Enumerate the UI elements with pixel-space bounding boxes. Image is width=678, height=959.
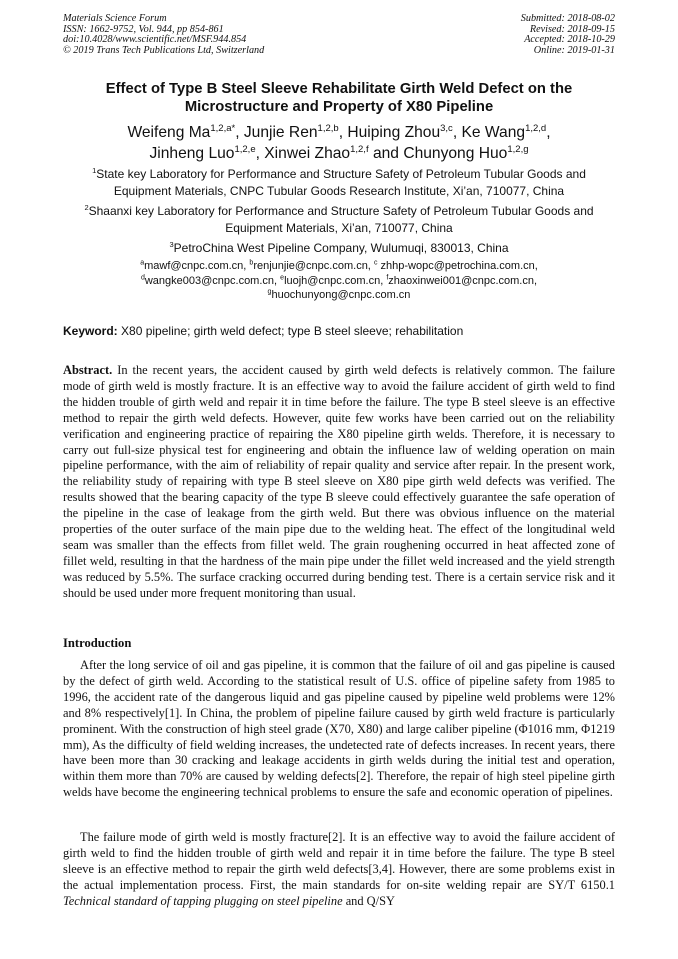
affiliation-text: Equipment Materials, CNPC Tubular Goods Research Institute, Xi’an, 710077, China [113, 183, 565, 198]
email-address: huochunyong@cnpc.com.cn [271, 289, 411, 301]
title-line-2: Microstructure and Property of X80 Pipeline [184, 99, 494, 115]
email-mark: f [386, 273, 389, 281]
author-affiliation-mark: 1,2,e [234, 143, 256, 155]
affiliation-text: State key Laboratory for Performance and Structure Safety of Petroleum Tubular Goods and [96, 167, 586, 181]
email-address: zhhp-wopc@petrochina.com.cn, [380, 260, 538, 272]
author-name: Junjie Ren [243, 124, 318, 141]
online-date: Online: 2019-01-31 [533, 44, 615, 56]
introduction-heading: Introduction [63, 636, 132, 650]
author-line-1: Weifeng $Ma^{1,2,a*}$, Junjie Ren$^{1,2,b}$, Huiping Zhou$^{3,c}$, Ke Wang$^{1,2,d}$, [127, 122, 551, 141]
email-mark: e [280, 273, 285, 281]
paper-title [40, 80, 638, 116]
author-affiliation-mark: 1,2,a* [210, 122, 236, 134]
title-line-1: Effect of Type B Steel Sleeve Rehabilitate Girth Weld Defect on the [105, 81, 573, 97]
affiliation-line [50, 166, 628, 183]
publication-dates [365, 14, 615, 56]
introduction-paragraph-2 [63, 830, 615, 910]
author-name: Jinheng Luo [149, 145, 235, 162]
email-mark: a [140, 259, 145, 267]
affiliation-3 [50, 240, 628, 257]
standard-title: Technical standard of tapping plugging on steel pipeline [63, 893, 343, 908]
affiliation-mark: 1 [92, 166, 97, 175]
author-name: Xinwei Zhao [264, 145, 351, 162]
email-address: luojh@cnpc.com.cn, [284, 274, 384, 287]
journal-header [63, 14, 615, 56]
author-conjunction: and [372, 145, 399, 162]
author-line-2: Jinheng Luo$^{1,2,e}$, Xinwei Zhao$^{1,2,f}$ and Chunyong Huo$^{1,2,g}$ [149, 143, 529, 162]
email-line-3 [60, 288, 618, 303]
email-mark: g [267, 288, 272, 296]
email-line-1 [60, 259, 618, 274]
copyright-line: © 2019 Trans Tech Publications Ltd, Switzerland [63, 44, 265, 56]
email-address: mawf@cnpc.com.cn, [144, 260, 247, 272]
email-address: wangke003@cnpc.com.cn, [144, 274, 278, 287]
journal-name: Materials Science Forum [63, 13, 167, 24]
affiliation-text: Equipment Materials, Xi’an, 710077, China [225, 220, 453, 235]
affiliation-line [50, 240, 628, 257]
author-name: Weifeng Ma [127, 124, 211, 141]
affiliation-mark: 2 [84, 203, 89, 212]
email-mark: c [373, 259, 378, 267]
email-address: renjunjie@cnpc.com.cn, [253, 260, 371, 272]
publication-info [63, 14, 363, 56]
issn-line: ISSN: 1662-9752, Vol. 944, pp 854-861 [63, 23, 224, 35]
author-name: Chunyong Huo [403, 145, 508, 162]
affiliation-text: Shaanxi key Laboratory for Performance and Structure Safety of Petroleum Tubular Goods and [88, 204, 594, 218]
email-mark: b [249, 259, 254, 267]
abstract-label: Abstract. [63, 363, 113, 377]
accepted-date: Accepted: 2018-10-29 [524, 34, 615, 46]
doi-line: doi:10.4028/www.scientific.net/MSF.944.854 [63, 34, 247, 46]
affiliation-2 [50, 203, 628, 236]
affiliation-1 [50, 166, 628, 199]
keywords [63, 324, 623, 338]
affiliation-text: PetroChina West Pipeline Company, Wulumuqi, 830013, China [173, 241, 509, 255]
keywords-label: Keyword: [63, 324, 118, 338]
email-address: zhaoxinwei001@cnpc.com.cn, [388, 274, 538, 287]
author-list [30, 122, 648, 164]
author-affiliation-mark: 1,2,b [317, 122, 339, 134]
email-line-2 [60, 274, 618, 289]
introduction-paragraph-1: After the long service of oil and gas pipeline, it is common that the failure of oil and gas pipeline is caused by the defect of girth weld. According to the statistical result of U.S. office of pipeline safety from 1985 to 1996, the accident rate of the dangerous liquid and gas pipeline caused by pipeline weld problems were 12% and 8% respectively[1]. In China, the problem of pipeline failure caused by girth weld fracture is particularly prominent. With the construction of high steel grade (X70, X80) and large caliber pipeline (Φ1016 mm, Φ1219 mm), As the difficulty of field welding increases, the undetected rate of defects increases. In recent years, there have been more than 30 cracking and leakage accidents in girth welds during the initial test and operation, within them more than 70% are caused by welding defects[2]. Therefore, the repair of high steel pipeline girth welds have become the engineering technical problems to ensure the safe and economic operation of pipelines. [63, 658, 615, 800]
revised-date: Revised: 2018-09-15 [529, 23, 615, 35]
paragraph-text: The failure mode of girth weld is mostly fracture[2]. It is an effective way to avoid the failure accident of girth weld to find the hidden trouble of girth weld and repair it in time before the failure. The type B steel sleeve is an effective method to repair the girth weld defects[3,4]. However, there are some problems exist in the actual implementation process. First, the main standards for on-site welding repair are SY/T 6150.1 [63, 830, 615, 892]
author-affiliation-mark: 1,2,d [525, 122, 547, 134]
affiliation-line [50, 203, 628, 220]
submitted-date: Submitted: 2018-08-02 [520, 13, 615, 24]
abstract-text: In the recent years, the accident caused by girth weld defects is relatively common. The failure mode of girth weld is mostly fracture. It is an effective way to avoid the failure accident of girth weld to find the hidden trouble of girth weld and repair it in time before the failure. The type B steel sleeve is an effective method to repair the girth weld defects. However, quite few works have been carried out on the reliability verification and engineering practice of repairing the X80 pipeline girth welds. Therefore, it is necessary to carry out full-size physical test for engineering and obtain the influence law of welding operation on main pipeline performance, with the aim of reliability of repair quality and service after repair. In the present work, the reliability study of repairing with type B steel sleeve on X80 pipe girth weld defects was verified. The results showed that the bearing capacity of the type B sleeve could effectively guarantee the safe operation of the pipeline in the case of leakage from the girth weld. But there was obvious influence on the material properties of the outer surface of the main pipe due to the welding heat. The effect of the longitudinal weld seam was smaller than the effects from fillet weld. The grain roughening occurred in heat affected zone of fillet weld, resulting in that the hardness of the main pipe under the fillet weld increased and the yield strength was reduced by 5.5%. The surface cracking occurred during bending test. There is a certain service risk and it should be used under more frequent monitoring than usual. [63, 363, 615, 600]
author-affiliation-mark: 3,c [440, 122, 453, 134]
paragraph-text: and Q/SY [345, 893, 395, 908]
author-affiliation-mark: 1,2,g [507, 143, 529, 155]
author-name: Huiping Zhou [347, 124, 441, 141]
keywords-text: X80 pipeline; girth weld defect; type B steel sleeve; rehabilitation [121, 324, 464, 338]
abstract [63, 363, 615, 602]
author-name: Ke Wang [461, 124, 526, 141]
affiliation-mark: 3 [169, 240, 174, 249]
author-affiliation-mark: 1,2,f [350, 143, 369, 155]
email-list [60, 259, 618, 303]
email-mark: d [140, 273, 145, 281]
